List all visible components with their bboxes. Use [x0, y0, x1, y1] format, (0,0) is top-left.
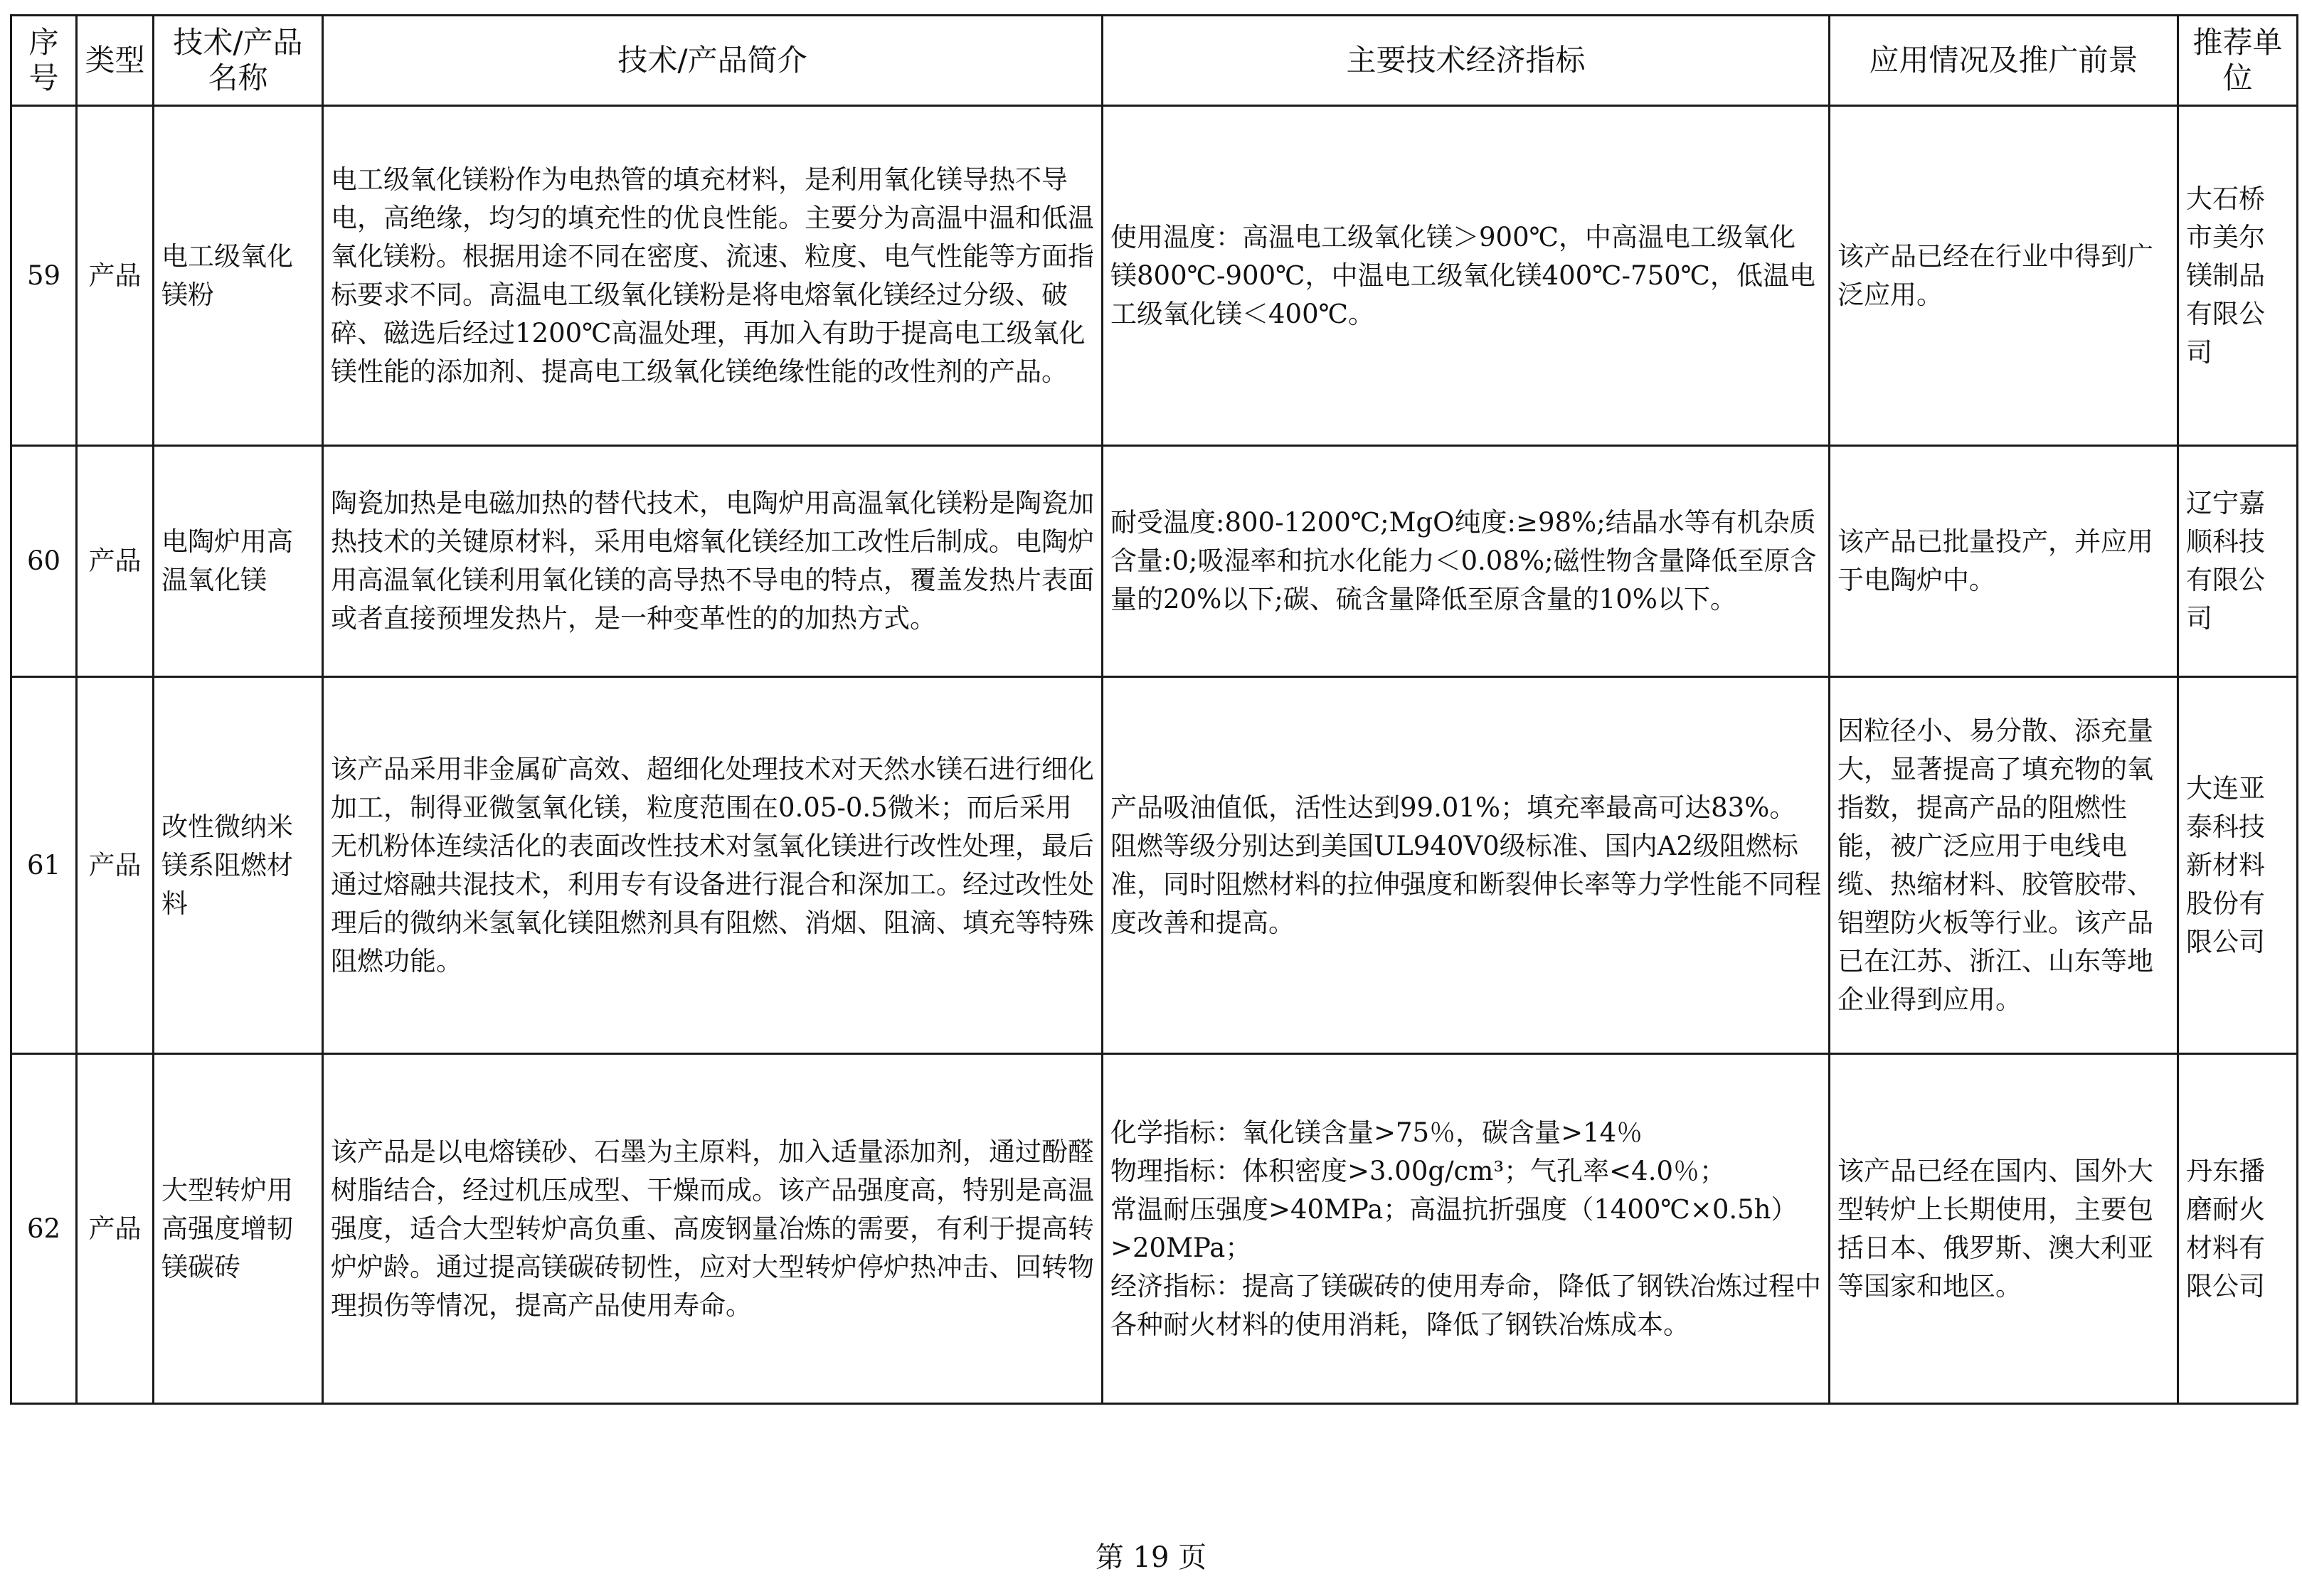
- cell-type: 产品: [77, 677, 154, 1054]
- header-intro: 技术/产品简介: [323, 16, 1103, 106]
- cell-recommender: 大石桥市美尔镁制品有限公司: [2178, 106, 2298, 446]
- indicator-line: 化学指标：氧化镁含量>75％，碳含量>14％: [1110, 1117, 1643, 1148]
- header-row: [11, 16, 2298, 106]
- cell-recommender: 大连亚泰科技新材料股份有限公司: [2178, 677, 2298, 1054]
- cell-indicators: [1103, 1054, 1830, 1404]
- header-type: 类型: [77, 16, 154, 106]
- cell-indicators: 使用温度：高温电工级氧化镁＞900℃，中高温电工级氧化镁800℃-900℃，中温电工级氧化镁400℃-750℃，低温电工级氧化镁＜400℃。: [1103, 106, 1830, 446]
- cell-application: 该产品已经在国内、国外大型转炉上长期使用，主要包括日本、俄罗斯、澳大利亚等国家和地区。: [1830, 1054, 2178, 1404]
- table-row: [11, 446, 2298, 677]
- cell-type: 产品: [77, 106, 154, 446]
- header-application: 应用情况及推广前景: [1830, 16, 2178, 106]
- header-recommender: 推荐单位: [2178, 16, 2298, 106]
- recommendation-table: [10, 14, 2298, 1405]
- cell-name: 电工级氧化镁粉: [154, 106, 323, 446]
- cell-seq: 60: [11, 446, 77, 677]
- cell-recommender: 丹东播磨耐火材料有限公司: [2178, 1054, 2298, 1404]
- cell-name: 电陶炉用高温氧化镁: [154, 446, 323, 677]
- indicator-line: 常温耐压强度>40MPa；高温抗折强度（1400℃×0.5h）>20MPa；: [1110, 1193, 1798, 1263]
- cell-intro: 电工级氧化镁粉作为电热管的填充材料，是利用氧化镁导热不导电，高绝缘，均匀的填充性的优良性能。主要分为高温中温和低温氧化镁粉。根据用途不同在密度、流速、粒度、电气性能等方面指标要求不同。高温电工级氧化镁粉是将电熔氧化镁经过分级、破碎、磁选后经过1200℃高温处理，再加入有助于提高电工级氧化镁性能的添加剂、提高电工级氧化镁绝缘性能的改性剂的产品。: [323, 106, 1103, 446]
- cell-indicators: 耐受温度:800-1200℃;MgO纯度:≥98%;结晶水等有机杂质含量:0;吸湿率和抗水化能力＜0.08%;磁性物含量降低至原含量的20%以下;碳、硫含量降低至原含量的10%以下。: [1103, 446, 1830, 677]
- indicator-line: 经济指标：提高了镁碳砖的使用寿命，降低了钢铁冶炼过程中各种耐火材料的使用消耗，降低了钢铁冶炼成本。: [1110, 1270, 1821, 1340]
- table-row: [11, 106, 2298, 446]
- cell-type: 产品: [77, 446, 154, 677]
- cell-intro: 该产品采用非金属矿高效、超细化处理技术对天然水镁石进行细化加工，制得亚微氢氧化镁，粒度范围在0.05-0.5微米；而后采用无机粉体连续活化的表面改性技术对氢氧化镁进行改性处理，最后通过熔融共混技术，利用专有设备进行混合和深加工。经过改性处理后的微纳米氢氧化镁阻燃剂具有阻燃、消烟、阻滴、填充等特殊阻燃功能。: [323, 677, 1103, 1054]
- cell-intro: 陶瓷加热是电磁加热的替代技术，电陶炉用高温氧化镁粉是陶瓷加热技术的关键原材料，采用电熔氧化镁经加工改性后制成。电陶炉用高温氧化镁利用氧化镁的高导热不导电的特点，覆盖发热片表面或者直接预埋发热片，是一种变革性的的加热方式。: [323, 446, 1103, 677]
- cell-application: 该产品已经在行业中得到广泛应用。: [1830, 106, 2178, 446]
- header-seq: 序号: [11, 16, 77, 106]
- cell-application: 因粒径小、易分散、添充量大，显著提高了填充物的氧指数，提高产品的阻燃性能，被广泛应用于电线电缆、热缩材料、胶管胶带、铝塑防火板等行业。该产品已在江苏、浙江、山东等地企业得到应用。: [1830, 677, 2178, 1054]
- cell-seq: 61: [11, 677, 77, 1054]
- page-number: 第 19 页: [1095, 1541, 1207, 1574]
- header-indicators: 主要技术经济指标: [1103, 16, 1830, 106]
- cell-indicators: 产品吸油值低，活性达到99.01%；填充率最高可达83%。阻燃等级分别达到美国UL940V0级标准、国内A2级阻燃标准，同时阻燃材料的拉伸强度和断裂伸长率等力学性能不同程度改善和提高。: [1103, 677, 1830, 1054]
- cell-name: 改性微纳米镁系阻燃材料: [154, 677, 323, 1054]
- cell-seq: 62: [11, 1054, 77, 1404]
- cell-intro: 该产品是以电熔镁砂、石墨为主原料，加入适量添加剂，通过酚醛树脂结合，经过机压成型、干燥而成。该产品强度高，特别是高温强度，适合大型转炉高负重、高废钢量冶炼的需要，有利于提高转炉炉龄。通过提高镁碳砖韧性，应对大型转炉停炉热冲击、回转物理损伤等情况，提高产品使用寿命。: [323, 1054, 1103, 1404]
- table-row: [11, 677, 2298, 1054]
- table-row: [11, 1054, 2298, 1404]
- cell-recommender: 辽宁嘉顺科技有限公司: [2178, 446, 2298, 677]
- header-name: 技术/产品名称: [154, 16, 323, 106]
- cell-seq: 59: [11, 106, 77, 446]
- indicator-line: 物理指标：体积密度>3.00g/cm³；气孔率<4.0％；: [1110, 1155, 1726, 1186]
- cell-type: 产品: [77, 1054, 154, 1404]
- cell-name: 大型转炉用高强度增韧镁碳砖: [154, 1054, 323, 1404]
- cell-application: 该产品已批量投产，并应用于电陶炉中。: [1830, 446, 2178, 677]
